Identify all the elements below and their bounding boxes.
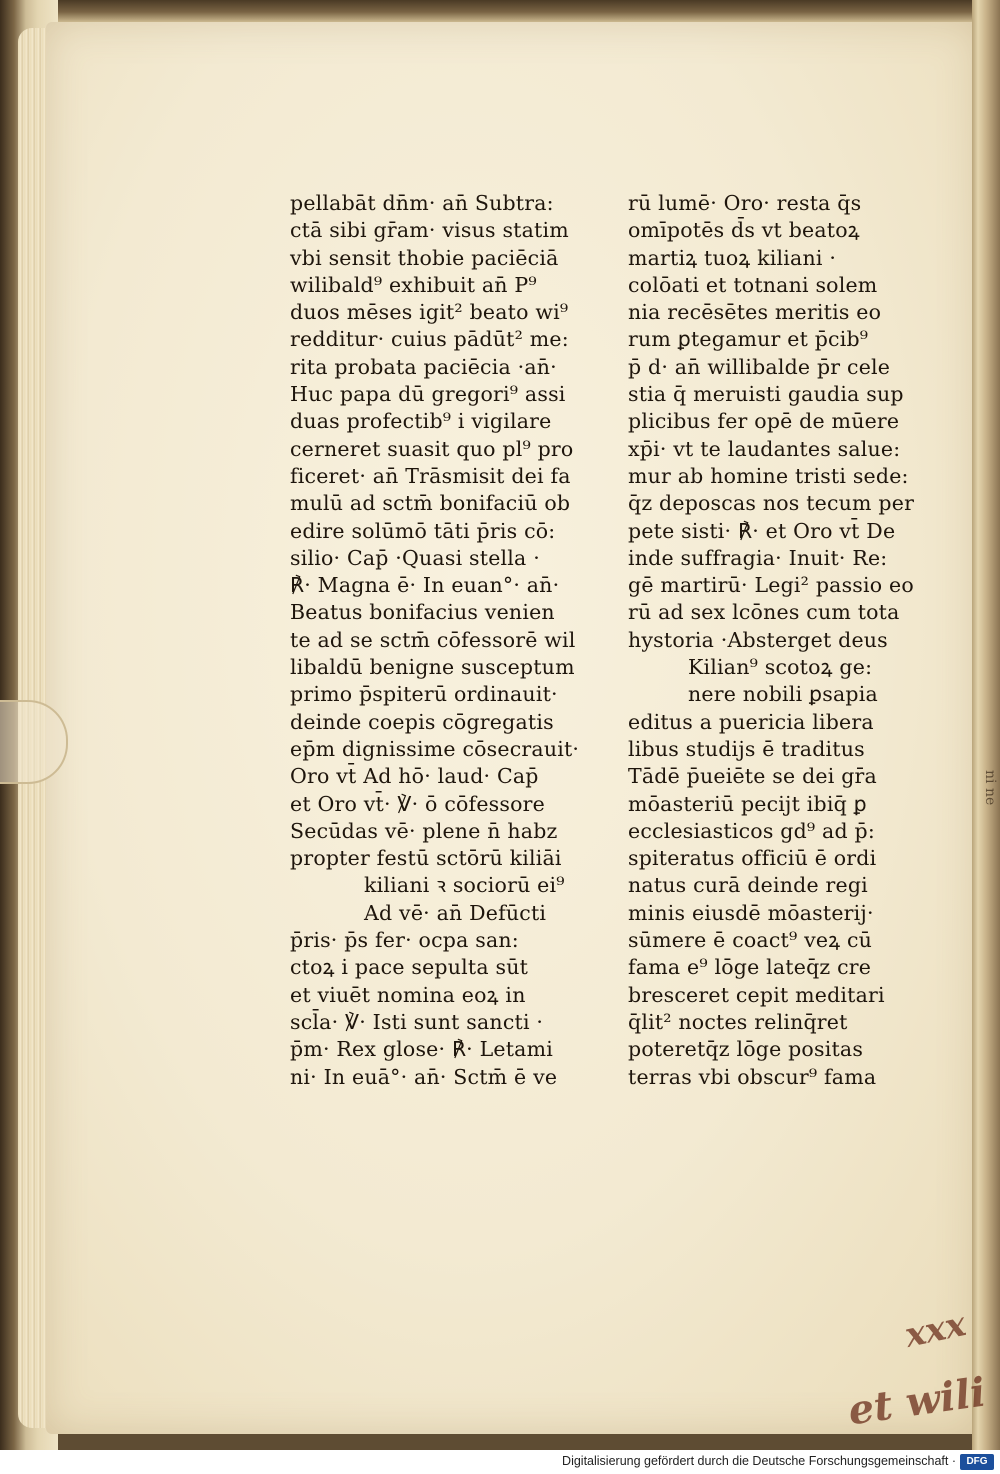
text-line: bresceret cepit meditari	[628, 982, 885, 1007]
text-line: rum ꝑtegamur et p̄cib⁹	[628, 327, 869, 352]
text-line: pellabāt dn̄m· an̄ Subtra:	[290, 191, 554, 215]
text-line: cerneret suasit quo pl⁹ pro	[290, 436, 574, 461]
footer-credit: Digitalisierung gefördert durch die Deutsche Forschungsgemeinschaft ·	[562, 1454, 956, 1468]
text-line: ni· In euā°· an̄· Sctm̄ ē ve	[290, 1064, 558, 1089]
text-line: Beatus bonifacius venien	[290, 600, 555, 625]
text-line: edire solūmō tāti p̄ris cō:	[290, 518, 556, 543]
text-line: deinde coepis cōgregatis	[290, 709, 554, 734]
text-line: ep̄m dignissime cōsecrauit·	[290, 736, 580, 761]
text-line: xp̄i· vt te laudantes salue:	[628, 436, 901, 461]
text-line: gē martirū· Legi² passio eo	[628, 573, 914, 598]
text-line: Huc papa dū gregori⁹ assi	[290, 382, 566, 407]
text-line: natus curā deinde regi	[628, 873, 868, 898]
text-line: omīpotēs d̄s vt beatoꝝ	[628, 218, 860, 243]
text-line: Tādē p̄ueiēte se dei gr̄a	[628, 764, 877, 789]
right-text-column	[628, 190, 928, 1091]
text-line: scl̄a· ℣· Isti sunt sancti ·	[290, 1009, 544, 1034]
left-text-column	[290, 190, 590, 1091]
text-line: silio· Cap̄ ·Quasi stella ·	[290, 545, 540, 570]
text-line: Ad vē· an̄ Defūcti	[364, 900, 547, 925]
text-line: et viuēt nomina eoꝝ in	[290, 982, 526, 1007]
text-line: rū ad sex lcōnes cum tota	[628, 600, 900, 625]
text-line: nere nobili ꝑsapia	[688, 682, 878, 707]
text-line: duos mēses igit² beato wi⁹	[290, 300, 569, 325]
text-line: wilibald⁹ exhibuit an̄ P⁹	[290, 272, 537, 297]
text-line: p̄m· Rex glose· ℟· Letami	[290, 1037, 554, 1062]
text-line: minis eiusdē mōasterij·	[628, 900, 874, 925]
text-line: ficeret· an̄ Trāsmisit dei fa	[290, 463, 571, 488]
text-line: kiliani ꝛ sociorū ei⁹	[364, 873, 565, 898]
text-line: libaldū benigne susceptum	[290, 655, 575, 680]
text-line: p̄ris· p̄s fer· ocpa san:	[290, 928, 519, 953]
book-right-edge	[972, 0, 1000, 1450]
text-line: nia recēsētes meritis eo	[628, 300, 882, 325]
text-line: sūmere ē coact⁹ veꝝ cū	[628, 928, 873, 953]
text-line: mulū ad sctm̄ bonifaciū ob	[290, 491, 571, 516]
book-top-edge	[0, 0, 1000, 22]
margin-fragments: ni ne	[982, 770, 998, 806]
text-line: te ad se sctm̄ cōfessorē wil	[290, 627, 576, 652]
text-line: q̄z deposcas nos tecum per	[628, 491, 915, 516]
text-line: colōati et totnani solem	[628, 272, 878, 297]
text-line: ctoꝝ i pace sepulta sūt	[290, 955, 529, 980]
text-line: spiteratus officiū ē ordi	[628, 846, 877, 871]
text-line: primo p̄spiterū ordinauit·	[290, 682, 558, 707]
text-line: Kilian⁹ scotoꝝ ge:	[688, 655, 873, 680]
text-line: terras vbi obscur⁹ fama	[628, 1064, 877, 1089]
text-line: rū lumē· Oro· resta q̄s	[628, 191, 862, 215]
text-line: martiꝝ tuoꝝ kiliani ·	[628, 245, 837, 270]
text-line: ecclesiasticos gd⁹ ad p̄:	[628, 818, 875, 843]
text-line: inde suffragia· Inuit· Re:	[628, 545, 888, 570]
text-line: mōasteriū pecijt ibiq̄ ꝑ	[628, 791, 867, 816]
text-line: mur ab homine tristi sede:	[628, 463, 909, 488]
text-line: plicibus fer opē de mūere	[628, 409, 900, 434]
text-line: duas profectib⁹ i vigilare	[290, 409, 552, 434]
text-line: fama e⁹ lōge lateq̄z cre	[628, 955, 872, 980]
text-line: stia q̄ meruisti gaudia sup	[628, 382, 904, 407]
text-line: poteretq̄z lōge positas	[628, 1037, 864, 1062]
manuscript-annotation-bottom: et wili	[845, 1368, 989, 1435]
manuscript-annotation-top: xxx	[901, 1304, 970, 1356]
text-line: editus a puericia libera	[628, 709, 874, 734]
text-line: q̄lit² noctes relinq̄ret	[628, 1009, 848, 1034]
text-line: et Oro vt̄· ℣· ō cōfessore	[290, 791, 545, 816]
dfg-logo-icon: DFG	[960, 1454, 994, 1470]
text-line: Secūdas vē· plene n̄ habz	[290, 818, 558, 843]
text-line: rita probata paciēcia ·an̄·	[290, 354, 557, 379]
text-line: hystoria ·Absterget deus	[628, 627, 888, 652]
text-line: vbi sensit thobie paciēciā	[290, 245, 559, 270]
text-line: ctā sibi gr̄am· visus statim	[290, 218, 569, 243]
text-line: p̄ d· an̄ willibalde p̄r cele	[628, 354, 891, 379]
text-line: ℟· Magna ē· In euan°· an̄·	[290, 573, 560, 598]
text-line: propter festū sctōrū kiliāi	[290, 846, 562, 871]
text-line: libus studijs ē traditus	[628, 736, 865, 761]
text-line: pete sisti· ℟· et Oro vt̄ De	[628, 518, 896, 543]
text-line: redditur· cuius pādūt² me:	[290, 327, 569, 352]
footer-bar	[0, 1450, 1000, 1474]
text-line: Oro vt̄ Ad hō· laud· Cap̄	[290, 764, 539, 789]
